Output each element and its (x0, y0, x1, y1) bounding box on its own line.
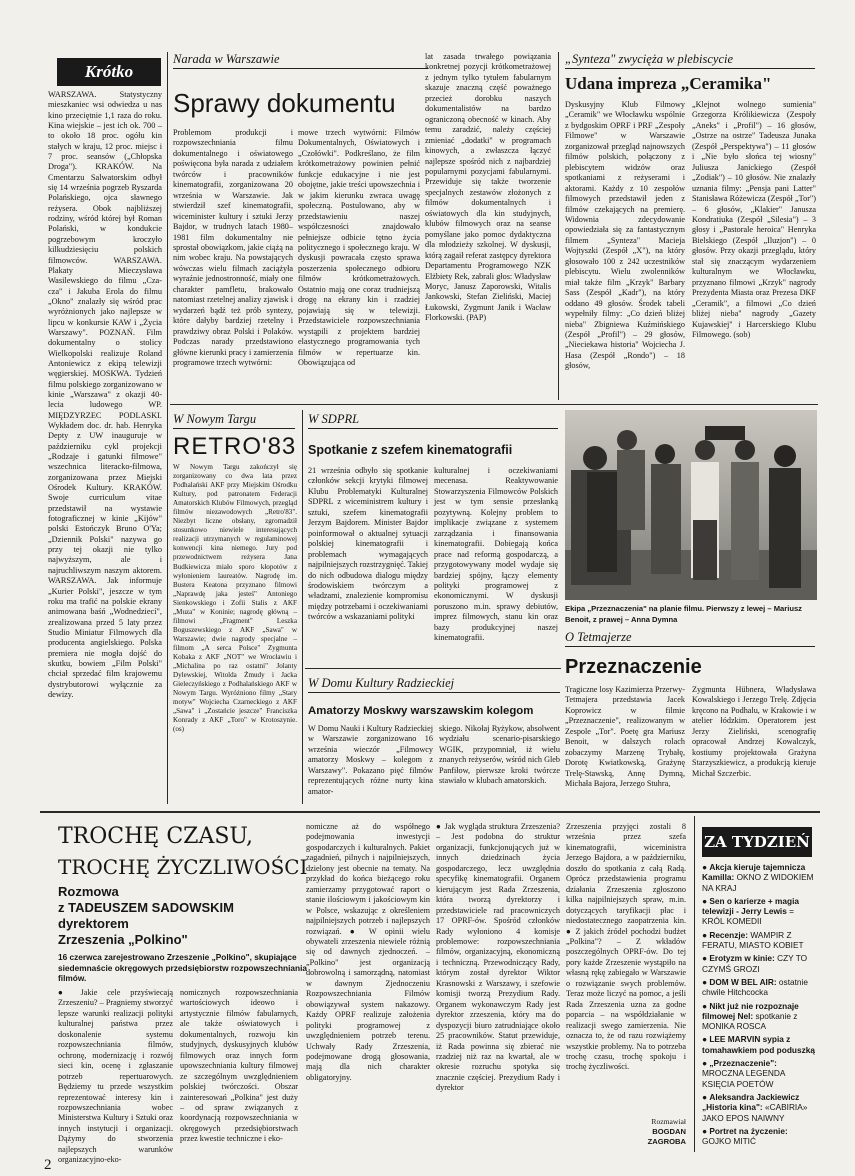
interview-sub2: z TADEUSZEM SADOWSKIM (58, 900, 234, 915)
retro-body: W Nowym Targu zakończył się zorganizowany co dwa lata przez Podhalański AKF przy Miejskim Ośrodku Kultury, pod patronatem Federacji Amatorskich Klubów Filmowych, przegląd filmów niezawodowych „Retro'83". Niezbyt liczne obsłany, zgromadził stosunkowo niewiele interesujących realizacji utrzymanych w regulaminowej konwencji kina niemego. Jury pod przewodnictwem reżysera Jana Budkiewicza miało sporo kłopotów z wyłonieniem laureatów. Nagrodę im. Bustera Keatona przyznano filmowi „Naprawdę jaka jesteś" Antoniego Sienkowskiego i Zofii Stalis z AKF „Muza" w Koninie; nagrodę główną – filmowi „Fragment" Leszka Boguszewskiego z AKF „Sawa" w Warszawie; dwie nagrody specjalne – filmom „A serca Polsce" Zygmunta Kobaka z AKF „NOT" we Wrocławiu i „Michalina po raz ostatni" Jolanty Dylewskiej, Witolda Żmudy i Jacka Gieleczyńskiego z Podhalańskiego AKF w Nowym Targu. Wyróżniono filmy „Stary motyw" Wojciecha Czarneckiego z AKF „Sawa" i „Zostańcie jeszcze" Franciszka Konrady z AKF „Toro" w Krotoszynie. (os) (173, 463, 297, 734)
sdprl-col1: 21 września odbyło się spotkanie członków sekcji krytyki filmowej Klubu Problematyki Kulturalnej SDPRL z wiceministrem kultury i sztuki, szefem kinematografii Jerzym Bajdorem. Minister Bajdor poinformował o aktualnej sytuacji polskiej kinematografii i problemach wymagających najpilniejszych rozstrzygnięć. Takiej do nich odbudowa dialogu między środowiskiem twórczym a władzami, znalezienie kompromisu między potrzebami i oczekiwaniami twórców a wskazaniami polityki (308, 466, 428, 622)
interview-signoff: Rozmawiał (651, 1117, 686, 1126)
list-item: ● Erotyzm w kinie: CZY TO CZYMŚ GROZI (702, 953, 808, 974)
list-item: ● „Przeznaczenie": MROCZNA LEGENDA KSIĘCIA POETÓW (702, 1058, 785, 1089)
przeznaczenie-section-label: O Tetmajerze (565, 630, 815, 647)
interview-col5: Zrzeszenia przyjęci zostali 8 września przez szefa kinematografii, wiceministra Jerzego Bajdora, a w październiku, doszło do spotkania z całą Radą. Oprócz przedstawienia programu działania Zrzeszenia zgłoszono kilka najpilniejszych spraw, m.in. dotyczących taryfikacji płac i niedostatecznego zaopatrzenia kin. ● Z jakich źródeł pochodzi budżet „Polkina"? – Z wkładów poszczególnych OPRF-ów. Do tej pory każde Zrzeszenie wystąpiło na własną rękę zabiegało w Warszawie o rozwiązanie swych problemów. Teraz może liczyć na pomoc, a jeśli Rada Zrzeszenia uzna za godne poparcia – na współdziałanie w realizacji swego zamierzenia. Nie oznacza to, że od razu rozwiążemy wszystkie problemy. Na to potrzeba trochę czasu, trochę spokoju i trochę życzliwości. (566, 822, 686, 1072)
interview-sub3: dyrektorem (58, 916, 129, 931)
interview-author-2: ZAGROBA (647, 1137, 686, 1146)
synteza-col2: „Klejnot wolnego sumienia" Grzegorza Królikiewicza (Zespoły „Aneks" i „Profil") – 16 głosów, „Ostrze na ostrze" Tadeusza Junaka (Zespół „Perspektywa") – 11 głosów i „Nie było słońca tej wiosny" Juliusza Janickiego (Zespół „Zodiak") – 10 głosów. Nie znalazły uznania filmy: „Pensja pani Latter" Stanisława Różewicza (Zespół „Tor") – 6 głosów, „Klakier" Janusza Kondratiuka (Zespół „Silesia") – 3 głosy i „Pastorale heroica" Henryka Bielskiego (Zespół „Iluzjon") – 0 głosów. Przy okazji przeglądu, który stał się znaczącym wydarzeniem kulturalnym we Włocławku, przyznano filmowi „Krzyk" nagrody Prezydenta Miasta oraz Prezesa DKF „Ceramik", a filmowi „Co dzień bliżej nieba" nagrody „Gazety Kujawskiej" i Harcerskiego Klubu Filmowego. (sob) (692, 100, 816, 339)
list-item: ● Aleksandra Jackiewicz „Historia kina": «CABIRIA» JAKO EPOS NAIWNY (702, 1091, 808, 1123)
list-item: ● Nikt już nie rozpoznaje filmowej Nel: spotkanie z MONIKA ROSCA (702, 1000, 799, 1032)
interview-headline-2: TROCHĘ ŻYCZLIWOŚCI (58, 855, 308, 879)
interview-headline-1: TROCHĘ CZASU, (58, 824, 253, 849)
list-item: ● DOM W BEL AIR: ostatnie chwile Hitchcocka (702, 976, 808, 998)
interview-col2: nomicznych rozpowszechniania wartościowych ideowo i artystycznie filmów fabularnych, ale także oświatowych i dokumentalnych, rozwoju kin studyjnych, dyskusyjnych klubów filmowych oraz innych form upowszechniania kultury filmowej ze szczególnym uwzględnieniem polskiej twórczości. Obszar zainteresowań „Polkina" jest duży – od spraw związanych z koordynacją rozpowszechniania w okręgowych przedsiębiorstwach przez kwestie techniczne i eko- (180, 988, 298, 1144)
narada-headline: Sprawy dokumentu (173, 88, 396, 118)
page-number: 2 (44, 1157, 52, 1173)
photo-caption: Ekipa „Przeznaczenia" na planie filmu. Pierwszy z lewej – Mariusz Benoit, z prawej – Anna Dymna (565, 604, 802, 624)
amatorzy-col2: skiego. Nikołaj Ryżykow, absolwent wydziału scenario-pisarskiego WGIK, przypomniał, iż wielu znanych reżyserów, wśród nich Gleb Panfiłow, pierwsze kroki twórcze stawiało w klubach amatorskich. (439, 724, 560, 786)
interview-col1: ● Jakie cele przyświecają Zrzeszeniu? – Pragniemy stworzyć lepsze warunki realizacji polityki kulturalnej państwa przez doskonalenie systemu rozpowszechniania filmów, ochronę, modernizację i rozwój sieci kin, ocenę i zgłaszanie potrzeb repertuarowych. Będziemy tu przede wszystkim reprezentować interesy kin i rozpowszechniania wobec Ministerstwa Kultury i Sztuki oraz innych instytucji i organizacji. Dążymy do stworzenia najlepszych warunków organizacyjno-eko- (58, 988, 173, 1165)
retro-headline: RETRO'83 (173, 433, 297, 460)
amatorzy-headline: Amatorzy Moskwy warszawskim kolegom (308, 705, 534, 717)
interview-sub4: Zrzeszenia „Polkino" (58, 932, 188, 947)
przeznaczenie-col1: Tragiczne losy Kazimierza Przerwy-Tetmajera przedstawia Jacek Koprowicz w filmie „Przeznaczenie", realizowanym w Zespole „Tor". Poetę gra Mariusz Benoit, w dalszych rolach zobaczymy Marzenę Trybałę, Dorotę Kwiatkowską, Grażynę Trelę-Stawską, Annę Dymną, Michała Bajora, Jerzego Stuhra, (565, 685, 685, 789)
interview-col3: nomiczne aż do współnego podejmowania inwestycji gospodarczych i kulturalnych. Pakiet zagadnień, pilnych i najpilniejszych, dzielony jest obecnie na tematy. Na przykład do końca bieżącego roku zamierzamy przygotować raport o stanie ilościowym i jakościowym kin w Polsce, wskazując z określeniem najpilniejszych potrzeb i najlepszych rozwiązań. ● W opinii wielu obywateli zrzeszenia niewiele różnią się od dawnych zjednoczeń. – „Polkino" jest organizacją dobrowolną i samorządną, natomiast w dawnym Zjednoczeniu Rozpowszechniania Filmów obowiązywał system nakazowy. Każdy OPRF realizuje założenia polityki programowej z uwzględnieniem potrzeb terenu. Uchwały Rady Zrzeszenia, podejmowane drogą głosowania, mają dla nich charakter obligatoryjny. (306, 822, 430, 1082)
przeznaczenie-headline: Przeznaczenie (565, 656, 702, 678)
film-crew-photo (565, 410, 817, 600)
narada-section-label: Narada w Warszawie (173, 52, 428, 69)
interview-lead: 16 czerwca zarejestrowano Zrzeszenie „Polkino", skupiające siedemnaście okręgowych przedsiębiorstw rozpowszechniania filmów. (58, 952, 307, 983)
krotko-body: WARSZAWA. Statystyczny mieszkaniec wsi odwiedza u nas kino przeciętnie 1,1 raza do roku. Kina wiejskie – jest ich ok. 700 – to około 18 proc. ogółu kin stałych w kraju, 12 proc. miejsc i 7 proc. seansów („Chłopska Droga"). KRAKÓW. Na Cmentarzu Salwatorskim odbył się 14 września pogrzeb Ryszarda Polańskiego, ojca sławnego reżysera. Obok najbliższej rodziny, wśród której był Roman Polański, w kondukcie pogrzebowym kroczyło kilkudziesięciu polskich filmowców. WARSZAWA. Plakaty Mieczysława Wasilewskiego do filmu „Cza-cza" i Jakuba Erola do filmu „Okno" znalazły się wśród prac wyróżnionych jako najlepsze w lipcu w konkursie KAW i „Życia Warszawy". POZNAŃ. Film dokumentalny o stolicy Wielkopolski realizuje Roland Antoniewicz z ekipą telewizji węgierskiej. MOSKWA. Tydzień filmu polskiego zorganizowano w kinie „Warszawa" z okazji 40-lecia ludowego WP. MIĘDZYRZEC PODLASKI. Wykładem doc. dr. hab. Henryka Depty z UW inauguruje w październiku cykl projekcji „Rodzaje i gatunki filmowe" wszechnica literacko-filmowa, zorganizowana przez Miejski Ośrodek Kultury. KRAKÓW. Swoje curriculum vitae przedstawił na wystawie fotograficznej w kinie „Kijów" polski Estończyk Bruno O'Ya; „Dziennik Polski" nazywa go przy tej okazji nie tylko najwyższym, ale i najruchliwszym naszym aktorem. WARSZAWA. Jak informuje „Kurier Polski", jeszcze w tym roku ma trafić na polskie ekrany animowana baśń „Wodnedziecí", zrealizowana przed 5 laty przez Studio Miniatur Filmowych dla producenta angielskiego. Polska premiera nie mogła dojść do skutku, bowiem „Film Polski" chciał sprzedać film krajowemu dystrybutorowi wyłącznie za dewizy. (48, 90, 162, 699)
list-item: ● Sen o karierze + magia telewizji - Jerry Lewis = KRÓL KOMEDII (702, 895, 800, 927)
list-item: ● Recenzje: WAMPIR Z FERATU, MIASTO KOBIET (702, 929, 804, 951)
list-item: ● Akcja kieruje tajemnicza Kamilla: OKNO Z WIDOKIEM NA KRAJ (702, 862, 814, 893)
retro-section-label: W Nowym Targu (173, 412, 295, 429)
synteza-headline: Udana impreza „Ceramika" (565, 74, 772, 93)
sdprl-col2: kulturalnej i oczekiwaniami mecenasa. Reaktywowanie Stowarzyszenia Filmowców Polskich jest w tym sensie przesłanką pozytywną. Kolejny problem to implikacje związane z systemem zarządzania i finansowania kinematografii. Dobiegają końca prace nad reformą gospodarczą, a przygotowywany model wydaje się bardziej spójny, łączy elementy polityki programowej z ekonomicznymi. W dyskusji poruszono m.in. sprawy debiutów, imprez filmowych, stanu kin oraz bazy produkcyjnej naszej kinematografii. (434, 466, 558, 643)
przeznaczenie-col2: Zygmunta Hübnera, Władysława Kowalskiego i Jerzego Trelę. Zdjęcia kręcono na Podhalu, w Krakowie i w atelier łódzkim. Operatorem jest Jerzy Zieliński, scenografię opracował Andrzej Kowalczyk, kostiumy projektowała Grażyna Starzyszkiewicz, a produkcją kieruje Michał Szczerbic. (692, 685, 816, 778)
sdprl-headline: Spotkanie z szefem kinematografii (308, 443, 513, 457)
krotko-title: Krótko (57, 58, 161, 86)
narada-col1: Problemom produkcji i rozpowszechniania filmu dokumentalnego i oświatowego poświęcona była narada z udziałem twórców i pracowników kinematografii, zorganizowana 20 września w Warszawie. Jak stwierdził szef kinematografii, wiceminister kultury i sztuki Jerzy Bajdor, w trudnych latach 1980–1981 film dokumentalny nie sprostał obowiązkom, jakie ciążą na nim wobec kraju. Na powstających wówczas wielu filmach zaciążyła wyraźnie jednostronność, miały one charakter pamfletu, brakowało natomiast rzetelnej analizy zjawisk i wydarzeń bądź też prób syntezy, które dałyby bardziej rzetelny i prawdziwy obraz Polski i Polaków. Podczas narady przedstawiono główne kierunki pracy i zamierzenia programowe trzech wytwórni: (173, 128, 293, 367)
interview-col4: ● Jak wygląda struktura Zrzeszenia? – Jest podobna do struktur organizacji, funkcjonujących już w innych dziedzinach życia gospodarczego, lecz uwzględnia specyfikę kinematografii. Organem kierującym jest Rada Zrzeszenia, która tworzą dyrektorzy i przedstawiciele rad pracowniczych 17 OPRF-ów. Spośród członków Rady wyłoniono 4 komisje problemowe: rozpowszechniania filmów, organizacyjną, ekonomiczną i techniczną. Przewodniczący Rady, którym został dyrektor Wiktor Krasnowski z Warszawy, i szefowie komisji tworzą Prezydium Rady. Organem wykonawczym Rady jest dyrektor zrzeszenia, który ma do dyspozycji biuro zatrudniające około 25 pracowników. Statut przewiduje, iż Rada powinna się zbierać nie rzadziej niż raz na kwartał, ale w okresie rozruchu spotyka się znacznie częściej. Prezydium Rady i dyrektor (436, 822, 560, 1093)
list-item: ● Portret na życzenie: GOJKO MITIĆ (702, 1125, 788, 1147)
interview-sub1: Rozmowa (58, 884, 119, 899)
amatorzy-section-label: W Domu Kultury Radzieckiej (308, 676, 560, 693)
synteza-section-label: „Synteza" zwycięża w plebiscycie (565, 52, 815, 69)
amatorzy-col1: W Domu Nauki i Kultury Radzieckiej w Warszawie zorganizowano 16 września wieczór „Filmowcy amatorzy Moskwy – kolegom z Warszawy". Pokazano pięć filmów reprezentujących różne nurty kina amator- (308, 724, 433, 796)
synteza-col1: Dyskusyjny Klub Filmowy „Ceramik" we Włocławku wspólnie z bydgoskim OPRF i PRF „Zespoły Filmowe" w Warszawie zorganizował przegląd najnowszych filmów polskich, połączony z plebiscytem widzów oraz spotkaniami z reżyserami i aktorami. Każdy z 10 zespołów filmowych przedstawił jeden z filmów czekających na premierę. Widownia zdecydowanie opowiedziała się za fantastycznym filmem „Synteza" Macieja Wojtyszki (Zespół „X"), na który głosowało 100 z 242 uczestników plebiscytu. Wielu zwolenników miał także film „Krzyk" Barbary Sass (Zespół „Kadr"), na który oddano 49 głosów. Środek tabeli wypełniły filmy: „Co dzień bliżej nieba" Zbigniewa Kuźmińskiego (Zespół „Profil") – 29 głosów, „Nieciekawa historia" Wojciecha J. Hasa (Zespół „Rondo") – 18 głosów, (565, 100, 685, 371)
sdprl-section-label: W SDPRL (308, 412, 558, 429)
list-item: ● LEE MARVIN sypia z tomahawkiem pod poduszką (702, 1034, 815, 1055)
narada-col3: lat zasada trwałego powiązania konkretnej pozycji krótkometrażowej z jednym tylko tytułem fabularnym skazuje znaczną część poważnego przecież dorobku naszych dokumentalistów na bardzo ograniczoną obecność w kinach. Aby temu zaradzić, należy częściej zmieniać „dodatki" w programach kinowych, a zwłaszcza łączyć najlepsze spośród nich z najbardziej popularnymi pozycjami fabularnymi. Przewiduje się także tworzenie specjalnych zestawów złożonych z filmów dokumentalnych i oświatowych dla kin studyjnych, klubów filmowych oraz na seanse pomyślane jako pomoc dydaktyczna dla młodzieży szkolnej. W dyskusji, którą zagaił referat zastępcy dyrektora Departamentu Programowego NZK Elżbiety Rek, zabrali głos: Władysław Moryc, Janusz Zaporowski, Witalis Jankowski, Stefan Zieliński, Maciej Łukowski, Zygmunt Janik i Wacław Florkowski. (PAP) (425, 52, 551, 323)
za-tydzien-title: ZA TYDZIEŃ (702, 827, 812, 857)
za-tydzien-list (702, 862, 818, 1152)
interview-author-1: BOGDAN (652, 1127, 686, 1136)
narada-col2: mowe trzech wytwórni: Filmów Dokumentalnych, Oświatowych i „Czołówki". Podkreślano, że film krótkometrażowy powinien pełnić funkcje edukacyjne i nie jest obojętne, jakie treści upowszechnia i w jakim kierunku zwraca uwagę społeczną. Postulowano, aby w przedstawieniu naszej współczesności znajdowało pełniejsze odbicie tętno życia politycznego i społecznego kraju. W dyskusji powracała często sprawa poszerzenia społecznego odbioru filmów krótkometrażowych. Ostatnio mają one coraz trudniejszą drogę na ekrany kin i rzadziej pojawiają się w telewizji. Przedstawiciele rozpowszechniania wystąpili z projektem bardziej elastycznego programowania tych filmów w repertuarze kin. Obowiązująca od (298, 128, 420, 367)
